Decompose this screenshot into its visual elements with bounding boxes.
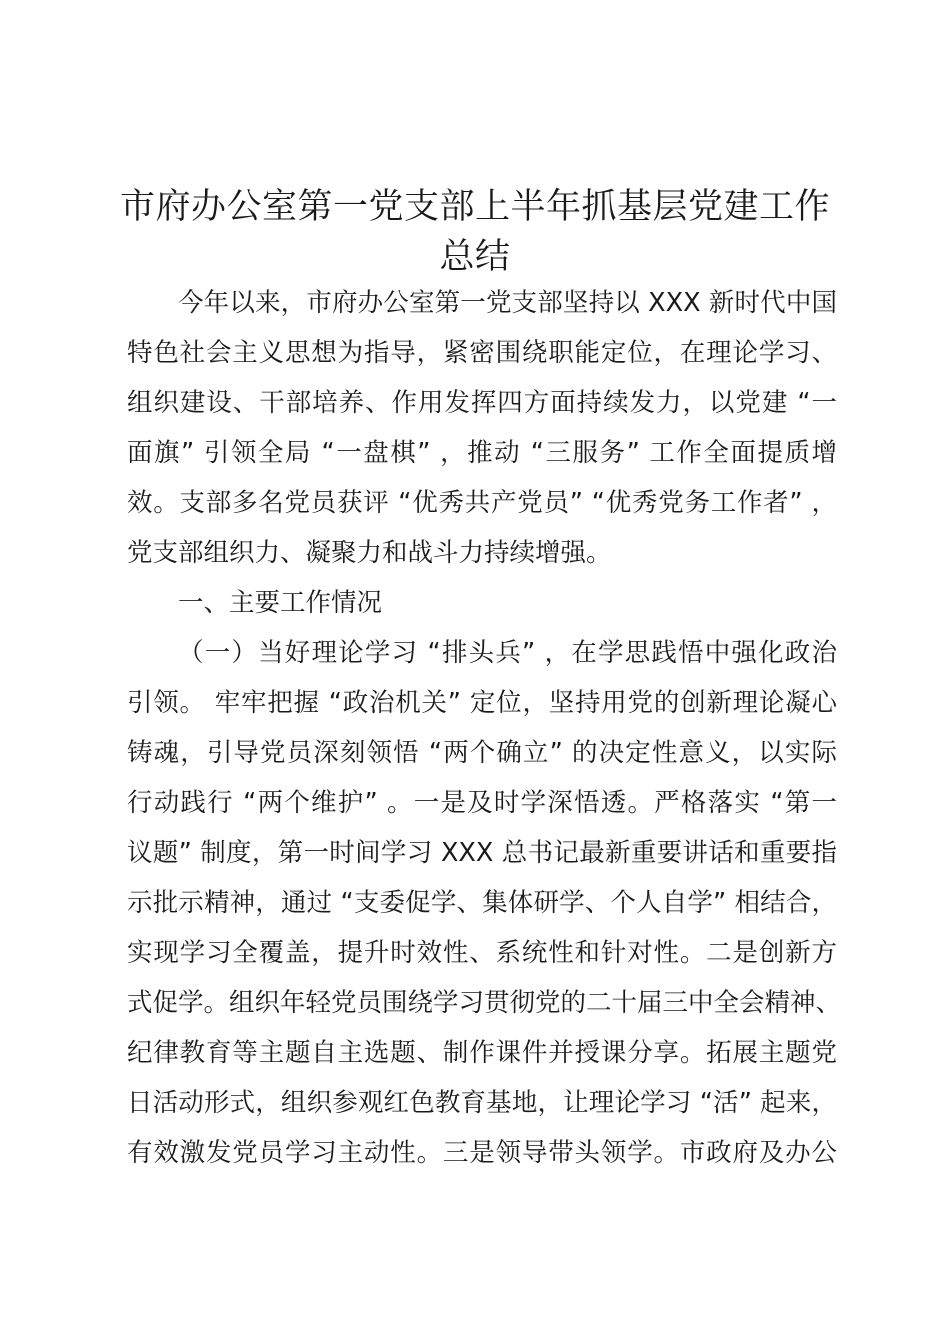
body-line: 式促学。组织年轻党员围绕学习贯彻党的二十届三中全会精神、 bbox=[127, 988, 842, 1018]
body-line: 效。支部多名党员获评 “优秀共产党员” “优秀党务工作者” ， bbox=[127, 488, 837, 518]
body-line: 议题” 制度，第一时间学习 XXX 总书记最新重要讲话和重要指 bbox=[127, 838, 837, 868]
body-line: 有效激发党员学习主动性。三是领导带头领学。市政府及办公 bbox=[127, 1138, 837, 1168]
body-line: 特色社会主义思想为指导，紧密围绕职能定位，在理论学习、 bbox=[127, 338, 837, 368]
body-line: 示批示精神，通过 “支委促学、集体研学、个人自学” 相结合， bbox=[127, 888, 837, 918]
document-title-line-2: 总结 bbox=[439, 237, 511, 277]
body-line: 党支部组织力、凝聚力和战斗力持续增强。 bbox=[127, 538, 612, 568]
section-heading: 一、主要工作情况 bbox=[178, 588, 383, 618]
body-line: 铸魂，引导党员深刻领悟 “两个确立” 的决定性意义，以实际 bbox=[127, 738, 837, 768]
body-line: 日活动形式，组织参观红色教育基地，让理论学习 “活” 起来， bbox=[127, 1088, 837, 1118]
body-line: 纪律教育等主题自主选题、制作课件并授课分享。拓展主题党 bbox=[127, 1038, 837, 1068]
document-title-line-1: 市府办公室第一党支部上半年抓基层党建工作 bbox=[119, 187, 830, 227]
body-line: 实现学习全覆盖，提升时效性、系统性和针对性。二是创新方 bbox=[127, 938, 837, 968]
body-line: 面旗” 引领全局 “一盘棋” ，推动 “三服务” 工作全面提质增 bbox=[127, 438, 837, 468]
body-line: 行动践行 “两个维护” 。一是及时学深悟透。严格落实 “第一 bbox=[127, 788, 837, 818]
body-line: 今年以来，市府办公室第一党支部坚持以 XXX 新时代中国 bbox=[178, 288, 837, 318]
body-line: 组织建设、干部培养、作用发挥四方面持续发力，以党建 “一 bbox=[127, 388, 837, 418]
body-line: （一）当好理论学习 “排头兵” ，在学思践悟中强化政治 bbox=[178, 638, 837, 668]
body-line: 引领。 牢牢把握 “政治机关” 定位，坚持用党的创新理论凝心 bbox=[127, 688, 837, 718]
